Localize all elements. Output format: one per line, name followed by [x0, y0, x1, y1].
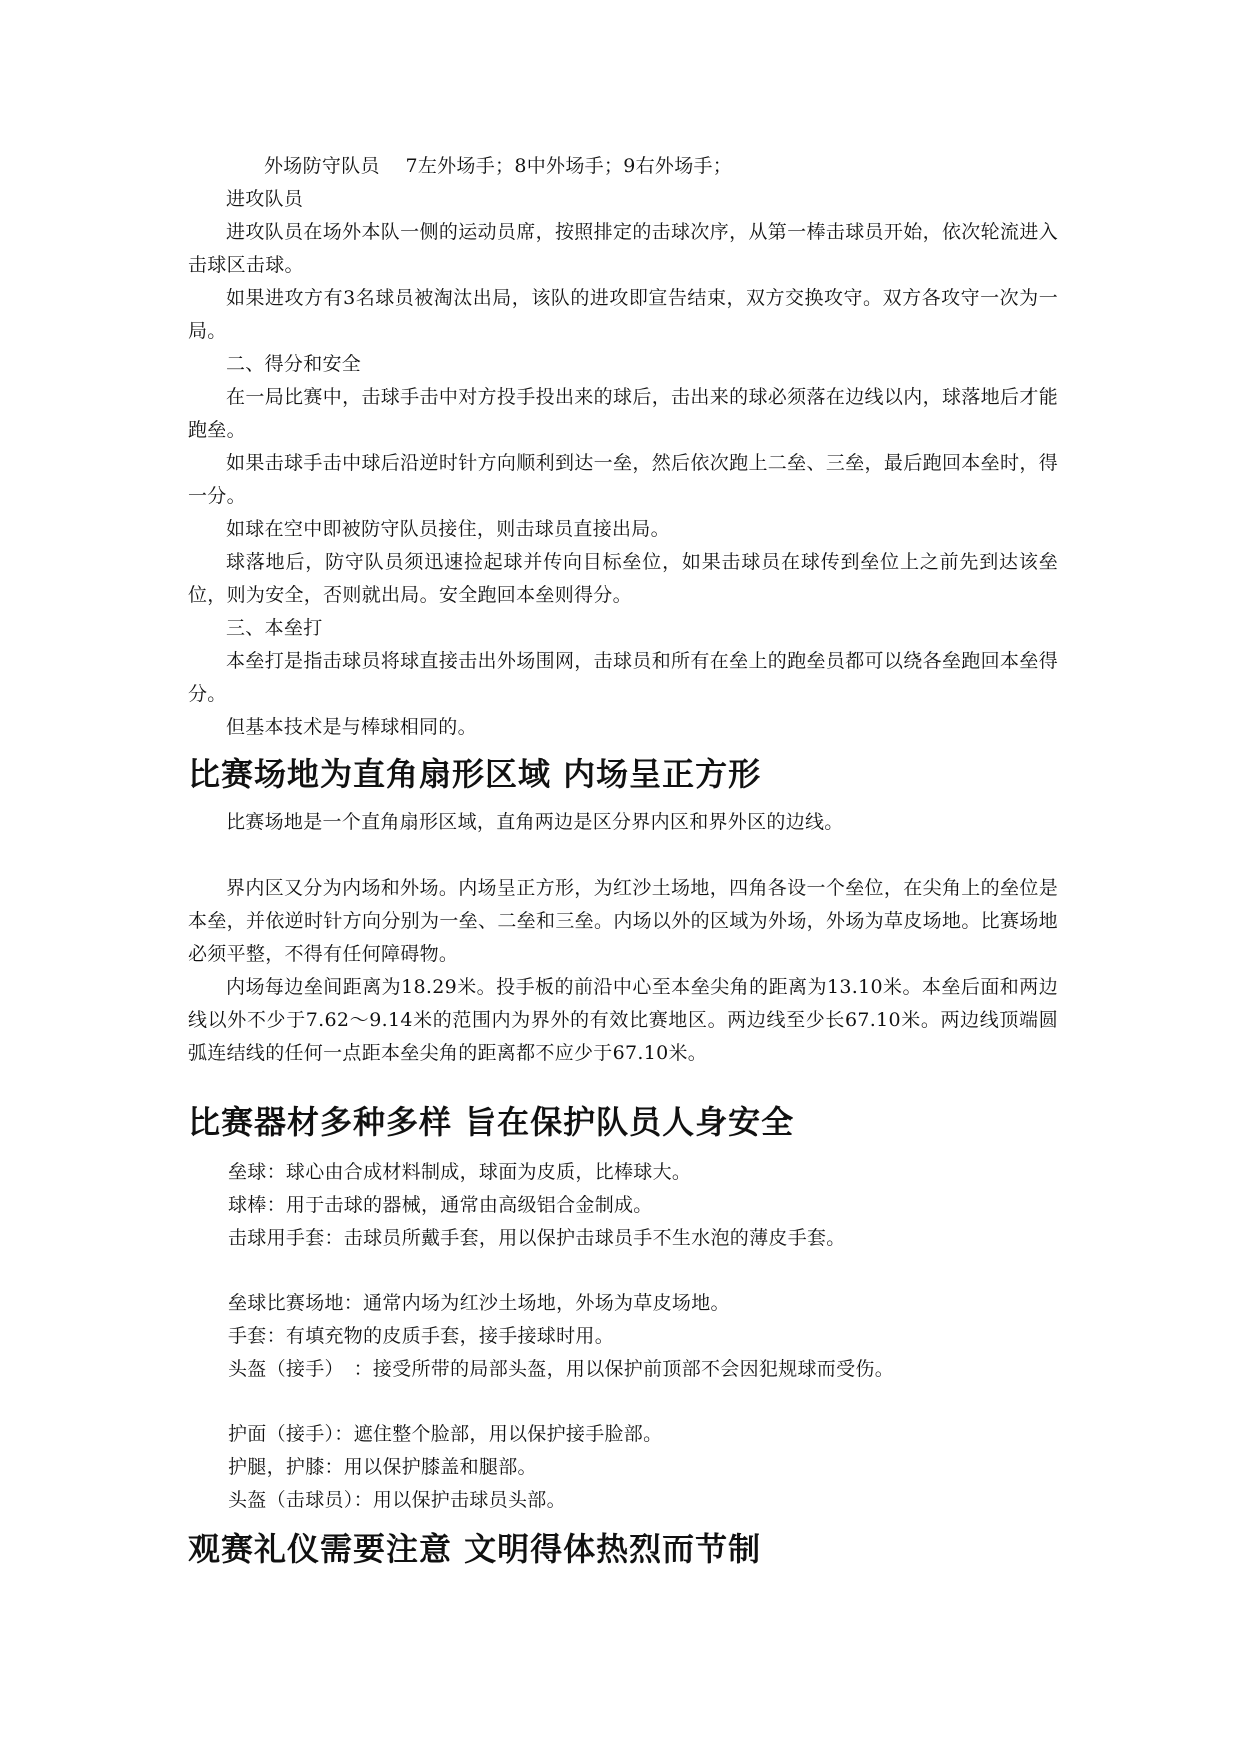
document-body	[188, 150, 1058, 1569]
equipment-item-bat: 球棒：用于击球的器械，通常由高级铝合金制成。	[228, 1194, 653, 1216]
outfield-defenders-line: 外场防守队员 7左外场手；8中外场手；9右外场手；	[264, 155, 733, 177]
blank-line	[188, 1255, 1058, 1287]
scoring-subheading: 二、得分和安全	[226, 353, 362, 375]
infield-outfield-paragraph: 界内区又分为内场和外场。内场呈正方形，为红沙土场地，四角各设一个垒位，在尖角上的垒位是本垒，并依逆时针方向分别为一垒、二垒和三垒。内场以外的区域为外场，外场为草皮场地。比赛场地必须平整，不得有任何障碍物。	[188, 877, 1058, 965]
field-shape-paragraph: 比赛场地是一个直角扇形区域，直角两边是区分界内区和界外区的边线。	[226, 811, 844, 833]
offense-subheading: 进攻队员	[226, 188, 304, 210]
equipment-item-batting-gloves: 击球用手套：击球员所戴手套，用以保护击球员手不生水泡的薄皮手套。	[228, 1227, 846, 1249]
equipment-item-batter-helmet: 头盔（击球员）：用以保护击球员头部。	[228, 1489, 566, 1511]
basic-technique-paragraph: 但基本技术是与棒球相同的。	[226, 716, 477, 738]
field-section-heading: 比赛场地为直角扇形区域 内场呈正方形	[188, 755, 762, 793]
home-run-subheading: 三、本垒打	[226, 617, 323, 639]
fly-out-paragraph: 如球在空中即被防守队员接住，则击球员直接出局。	[226, 518, 670, 540]
home-run-paragraph: 本垒打是指击球员将球直接击出外场围网，击球员和所有在垒上的跑垒员都可以绕各垒跑回本垒得分。	[188, 650, 1058, 705]
equipment-item-field: 垒球比赛场地：通常内场为红沙土场地，外场为草皮场地。	[228, 1292, 730, 1314]
equipment-section-heading: 比赛器材多种多样 旨在保护队员人身安全	[188, 1103, 795, 1141]
etiquette-section-heading: 观赛礼仪需要注意 文明得体热烈而节制	[188, 1530, 762, 1568]
equipment-item-softball: 垒球：球心由合成材料制成，球面为皮质，比棒球大。	[228, 1161, 692, 1183]
offense-paragraph: 进攻队员在场外本队一侧的运动员席，按照排定的击球次序，从第一棒击球员开始，依次轮流进入击球区击球。	[188, 221, 1058, 276]
field-dimensions-paragraph: 内场每边垒间距离为18.29米。投手板的前沿中心至本垒尖角的距离为13.10米。本垒后面和两边线以外不少于7.62～9.14米的范围内为界外的有效比赛地区。两边线至少长67.10米。两边线顶端圆弧连结线的任何一点距本垒尖角的距离都不应少于67.10米。	[188, 976, 1058, 1064]
equipment-item-shin-knee-guards: 护腿，护膝：用以保护膝盖和腿部。	[228, 1456, 537, 1478]
safe-out-paragraph: 球落地后，防守队员须迅速捡起球并传向目标垒位，如果击球员在球传到垒位上之前先到达该垒位，则为安全，否则就出局。安全跑回本垒则得分。	[188, 551, 1058, 606]
blank-line	[188, 839, 1058, 872]
equipment-item-catcher-mask: 护面（接手）：遮住整个脸部，用以保护接手脸部。	[228, 1423, 663, 1445]
equipment-item-catcher-helmet: 头盔（接手） ：接受所带的局部头盔，用以保护前顶部不会因犯规球而受伤。	[228, 1358, 895, 1380]
blank-line	[188, 1386, 1058, 1418]
equipment-item-glove: 手套：有填充物的皮质手套，接手接球时用。	[228, 1325, 615, 1347]
run-scoring-paragraph: 如果击球手击中球后沿逆时针方向顺利到达一垒，然后依次跑上二垒、三垒，最后跑回本垒时，得一分。	[188, 452, 1058, 507]
hit-rule-paragraph: 在一局比赛中，击球手击中对方投手投出来的球后，击出来的球必须落在边线以内，球落地后才能跑垒。	[188, 386, 1058, 441]
three-outs-paragraph: 如果进攻方有3名球员被淘汰出局，该队的进攻即宣告结束，双方交换攻守。双方各攻守一次为一局。	[188, 287, 1058, 342]
